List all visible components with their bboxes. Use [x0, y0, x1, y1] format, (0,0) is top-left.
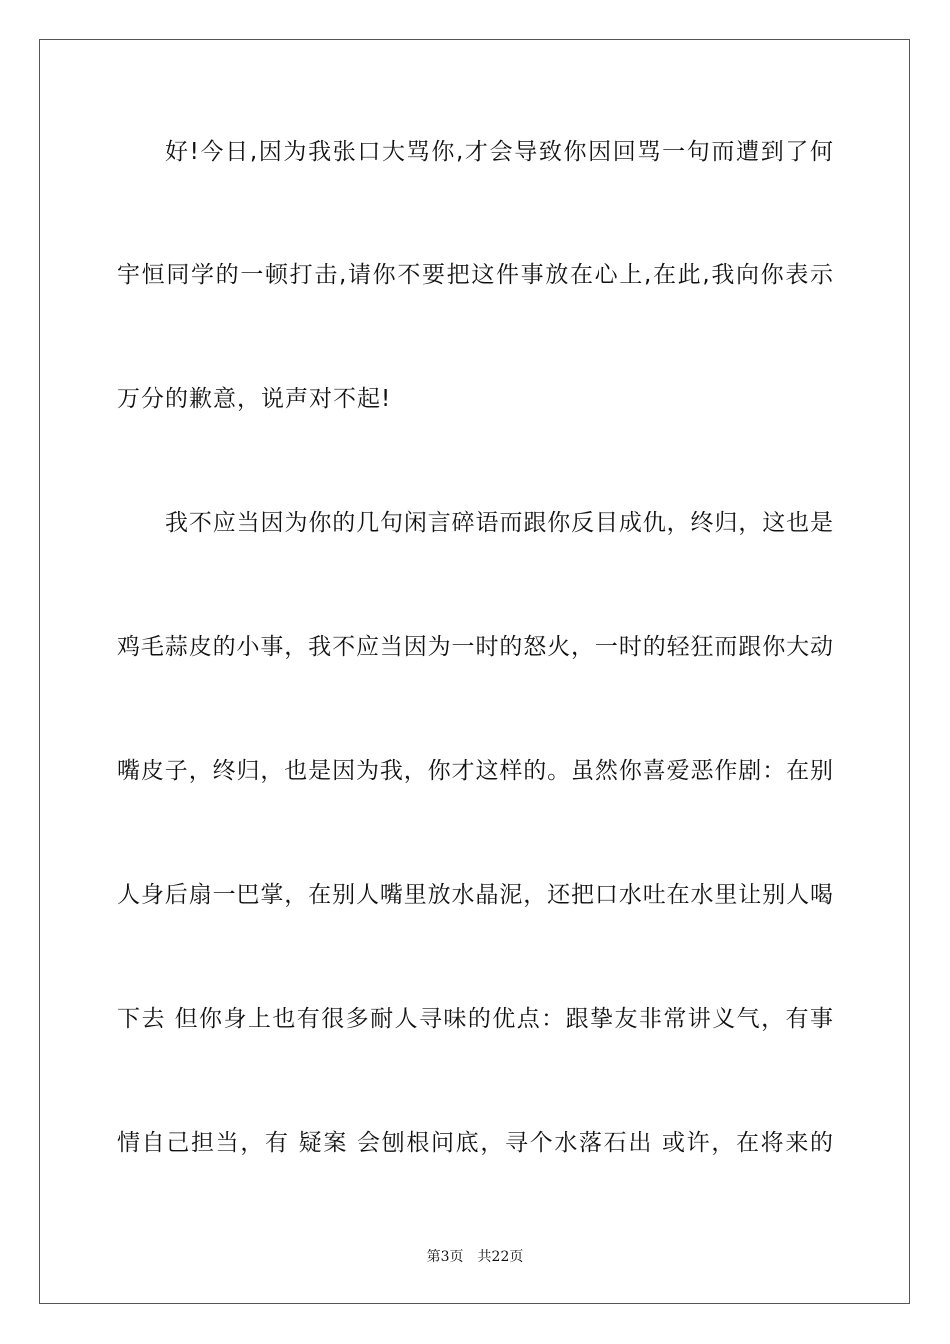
- paragraph-2-line-2: 鸡毛蒜皮的小事，我不应当因为一时的怒火，一时的轻狂而跟你大动: [117, 634, 833, 660]
- paragraph-2-line-4: 人身后扇一巴掌，在别人嘴里放水晶泥，还把口水吐在水里让别人喝: [117, 882, 833, 908]
- paragraph-2-line-1: 我不应当因为你的几句闲言碎语而跟你反目成仇，终归，这也是: [165, 510, 833, 536]
- paragraph-2-line-5: 下去 但你身上也有很多耐人寻味的优点：跟挚友非常讲义气，有事: [117, 1006, 833, 1032]
- page-border: [39, 39, 910, 1304]
- paragraph-1-line-1: 好!今日,因为我张口大骂你,才会导致你因回骂一句而遭到了何: [165, 139, 833, 165]
- total-page-count: 共22页: [477, 1249, 524, 1265]
- page-footer: [0, 1247, 950, 1267]
- paragraph-1-line-2: 宇恒同学的一顿打击,请你不要把这件事放在心上,在此,我向你表示: [117, 262, 833, 288]
- current-page-number: 第3页: [426, 1249, 464, 1265]
- paragraph-1-line-3: 万分的歉意，说声对不起!: [117, 386, 392, 412]
- paragraph-2-line-6: 情自己担当，有 疑案 会刨根问底，寻个水落石出 或许，在将来的: [117, 1130, 833, 1156]
- paragraph-2-line-3: 嘴皮子，终归，也是因为我，你才这样的。虽然你喜爱恶作剧：在别: [117, 758, 833, 784]
